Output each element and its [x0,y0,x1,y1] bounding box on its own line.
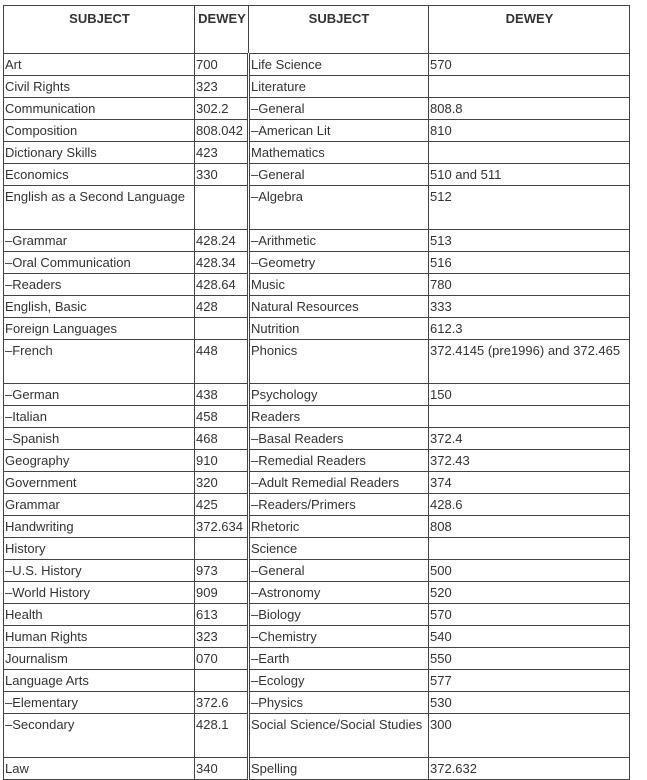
dewey-cell: 428.1 [195,714,249,758]
subject-cell: –Arithmetic [249,230,429,252]
dewey-cell: 374 [429,472,630,494]
subject-cell: Science [249,538,429,560]
dewey-cell: 428.64 [195,274,249,296]
dewey-cell [429,538,630,560]
subject-cell: –Geometry [249,252,429,274]
subject-cell: History [4,538,195,560]
table-row [4,76,630,98]
subject-cell: –Elementary [4,692,195,714]
dewey-cell [195,538,249,560]
subject-cell: –General [249,560,429,582]
subject-cell: –General [249,98,429,120]
header-dewey-left: DEWEY [195,6,249,54]
subject-cell: –German [4,384,195,406]
subject-cell: Phonics [249,340,429,384]
dewey-cell: 540 [429,626,630,648]
table-row [4,274,630,296]
table-row [4,98,630,120]
dewey-cell: 513 [429,230,630,252]
subject-cell: Life Science [249,54,429,76]
subject-cell: –Ecology [249,670,429,692]
subject-cell: Social Science/Social Studies [249,714,429,758]
subject-cell: –General [249,164,429,186]
dewey-cell: 423 [195,142,249,164]
subject-cell: –Adult Remedial Readers [249,472,429,494]
dewey-cell: 372.43 [429,450,630,472]
dewey-cell [429,406,630,428]
subject-cell: English, Basic [4,296,195,318]
table-row [4,142,630,164]
dewey-cell: 300 [429,714,630,758]
dewey-cell: 333 [429,296,630,318]
dewey-cell: 438 [195,384,249,406]
dewey-cell: 372.6 [195,692,249,714]
table-row [4,692,630,714]
subject-cell: –Earth [249,648,429,670]
dewey-cell: 468 [195,428,249,450]
table-body [4,54,630,780]
dewey-cell: 577 [429,670,630,692]
subject-cell: –Readers/Primers [249,494,429,516]
dewey-cell: 612.3 [429,318,630,340]
table-row [4,758,630,780]
subject-cell: –Oral Communication [4,252,195,274]
table-row [4,538,630,560]
subject-cell: –World History [4,582,195,604]
subject-cell: Readers [249,406,429,428]
table-row [4,560,630,582]
table-row [4,318,630,340]
subject-cell: –U.S. History [4,560,195,582]
subject-cell: Literature [249,76,429,98]
dewey-cell: 909 [195,582,249,604]
subject-cell: English as a Second Language [4,186,195,230]
table-row [4,714,630,758]
table-row [4,450,630,472]
subject-cell: Journalism [4,648,195,670]
subject-cell: Health [4,604,195,626]
table-row [4,340,630,384]
subject-cell: Law [4,758,195,780]
dewey-table [3,5,630,780]
subject-cell: Rhetoric [249,516,429,538]
table-row [4,428,630,450]
dewey-cell: 808.8 [429,98,630,120]
subject-cell: Geography [4,450,195,472]
subject-cell: –Readers [4,274,195,296]
dewey-cell [195,318,249,340]
table-row [4,164,630,186]
dewey-cell: 372.634 [195,516,249,538]
dewey-cell: 320 [195,472,249,494]
dewey-cell: 780 [429,274,630,296]
table-row [4,494,630,516]
table-row [4,670,630,692]
subject-cell: –American Lit [249,120,429,142]
dewey-cell: 458 [195,406,249,428]
subject-cell: –Grammar [4,230,195,252]
dewey-cell: 372.4 [429,428,630,450]
dewey-cell: 512 [429,186,630,230]
dewey-cell [429,76,630,98]
dewey-cell: 808.042 [195,120,249,142]
table-row [4,406,630,428]
dewey-cell: 323 [195,76,249,98]
dewey-cell: 302.2 [195,98,249,120]
table-row [4,296,630,318]
subject-cell: Mathematics [249,142,429,164]
dewey-cell: 570 [429,604,630,626]
dewey-cell: 428.34 [195,252,249,274]
dewey-cell: 516 [429,252,630,274]
header-subject-left: SUBJECT [4,6,195,54]
dewey-cell: 428.24 [195,230,249,252]
subject-cell: Human Rights [4,626,195,648]
dewey-cell: 810 [429,120,630,142]
dewey-cell: 510 and 511 [429,164,630,186]
header-dewey-right: DEWEY [429,6,630,54]
subject-cell: –Secondary [4,714,195,758]
subject-cell: Psychology [249,384,429,406]
subject-cell: Natural Resources [249,296,429,318]
dewey-cell: 530 [429,692,630,714]
dewey-cell [195,186,249,230]
subject-cell: –Algebra [249,186,429,230]
subject-cell: Handwriting [4,516,195,538]
dewey-cell: 910 [195,450,249,472]
dewey-cell: 070 [195,648,249,670]
subject-cell: Dictionary Skills [4,142,195,164]
dewey-cell: 428.6 [429,494,630,516]
subject-cell: –French [4,340,195,384]
subject-cell: Nutrition [249,318,429,340]
dewey-cell: 372.4145 (pre1996) and 372.465 [429,340,630,384]
subject-cell: Government [4,472,195,494]
dewey-cell: 323 [195,626,249,648]
subject-cell: Spelling [249,758,429,780]
table-row [4,252,630,274]
dewey-cell: 808 [429,516,630,538]
dewey-cell: 330 [195,164,249,186]
table-row [4,230,630,252]
subject-cell: Economics [4,164,195,186]
subject-cell: –Remedial Readers [249,450,429,472]
subject-cell: –Biology [249,604,429,626]
table-row [4,54,630,76]
table-row [4,472,630,494]
dewey-cell [429,142,630,164]
dewey-cell: 520 [429,582,630,604]
subject-cell: Grammar [4,494,195,516]
dewey-cell: 500 [429,560,630,582]
dewey-cell: 372.632 [429,758,630,780]
subject-cell: Music [249,274,429,296]
table-row [4,384,630,406]
dewey-cell: 150 [429,384,630,406]
dewey-cell: 448 [195,340,249,384]
dewey-cell: 340 [195,758,249,780]
table-row [4,516,630,538]
header-row [4,6,630,54]
subject-cell: Communication [4,98,195,120]
table-row [4,120,630,142]
dewey-cell: 700 [195,54,249,76]
subject-cell: –Physics [249,692,429,714]
dewey-cell: 425 [195,494,249,516]
table-row [4,648,630,670]
table-row [4,582,630,604]
dewey-cell: 973 [195,560,249,582]
table-row [4,604,630,626]
subject-cell: Foreign Languages [4,318,195,340]
subject-cell: –Astronomy [249,582,429,604]
table-row [4,186,630,230]
table-row [4,626,630,648]
dewey-cell: 550 [429,648,630,670]
dewey-cell [195,670,249,692]
header-subject-right: SUBJECT [249,6,429,54]
subject-cell: Composition [4,120,195,142]
dewey-cell: 570 [429,54,630,76]
subject-cell: Language Arts [4,670,195,692]
subject-cell: Art [4,54,195,76]
subject-cell: Civil Rights [4,76,195,98]
subject-cell: –Chemistry [249,626,429,648]
subject-cell: –Spanish [4,428,195,450]
subject-cell: –Italian [4,406,195,428]
dewey-cell: 428 [195,296,249,318]
dewey-cell: 613 [195,604,249,626]
subject-cell: –Basal Readers [249,428,429,450]
